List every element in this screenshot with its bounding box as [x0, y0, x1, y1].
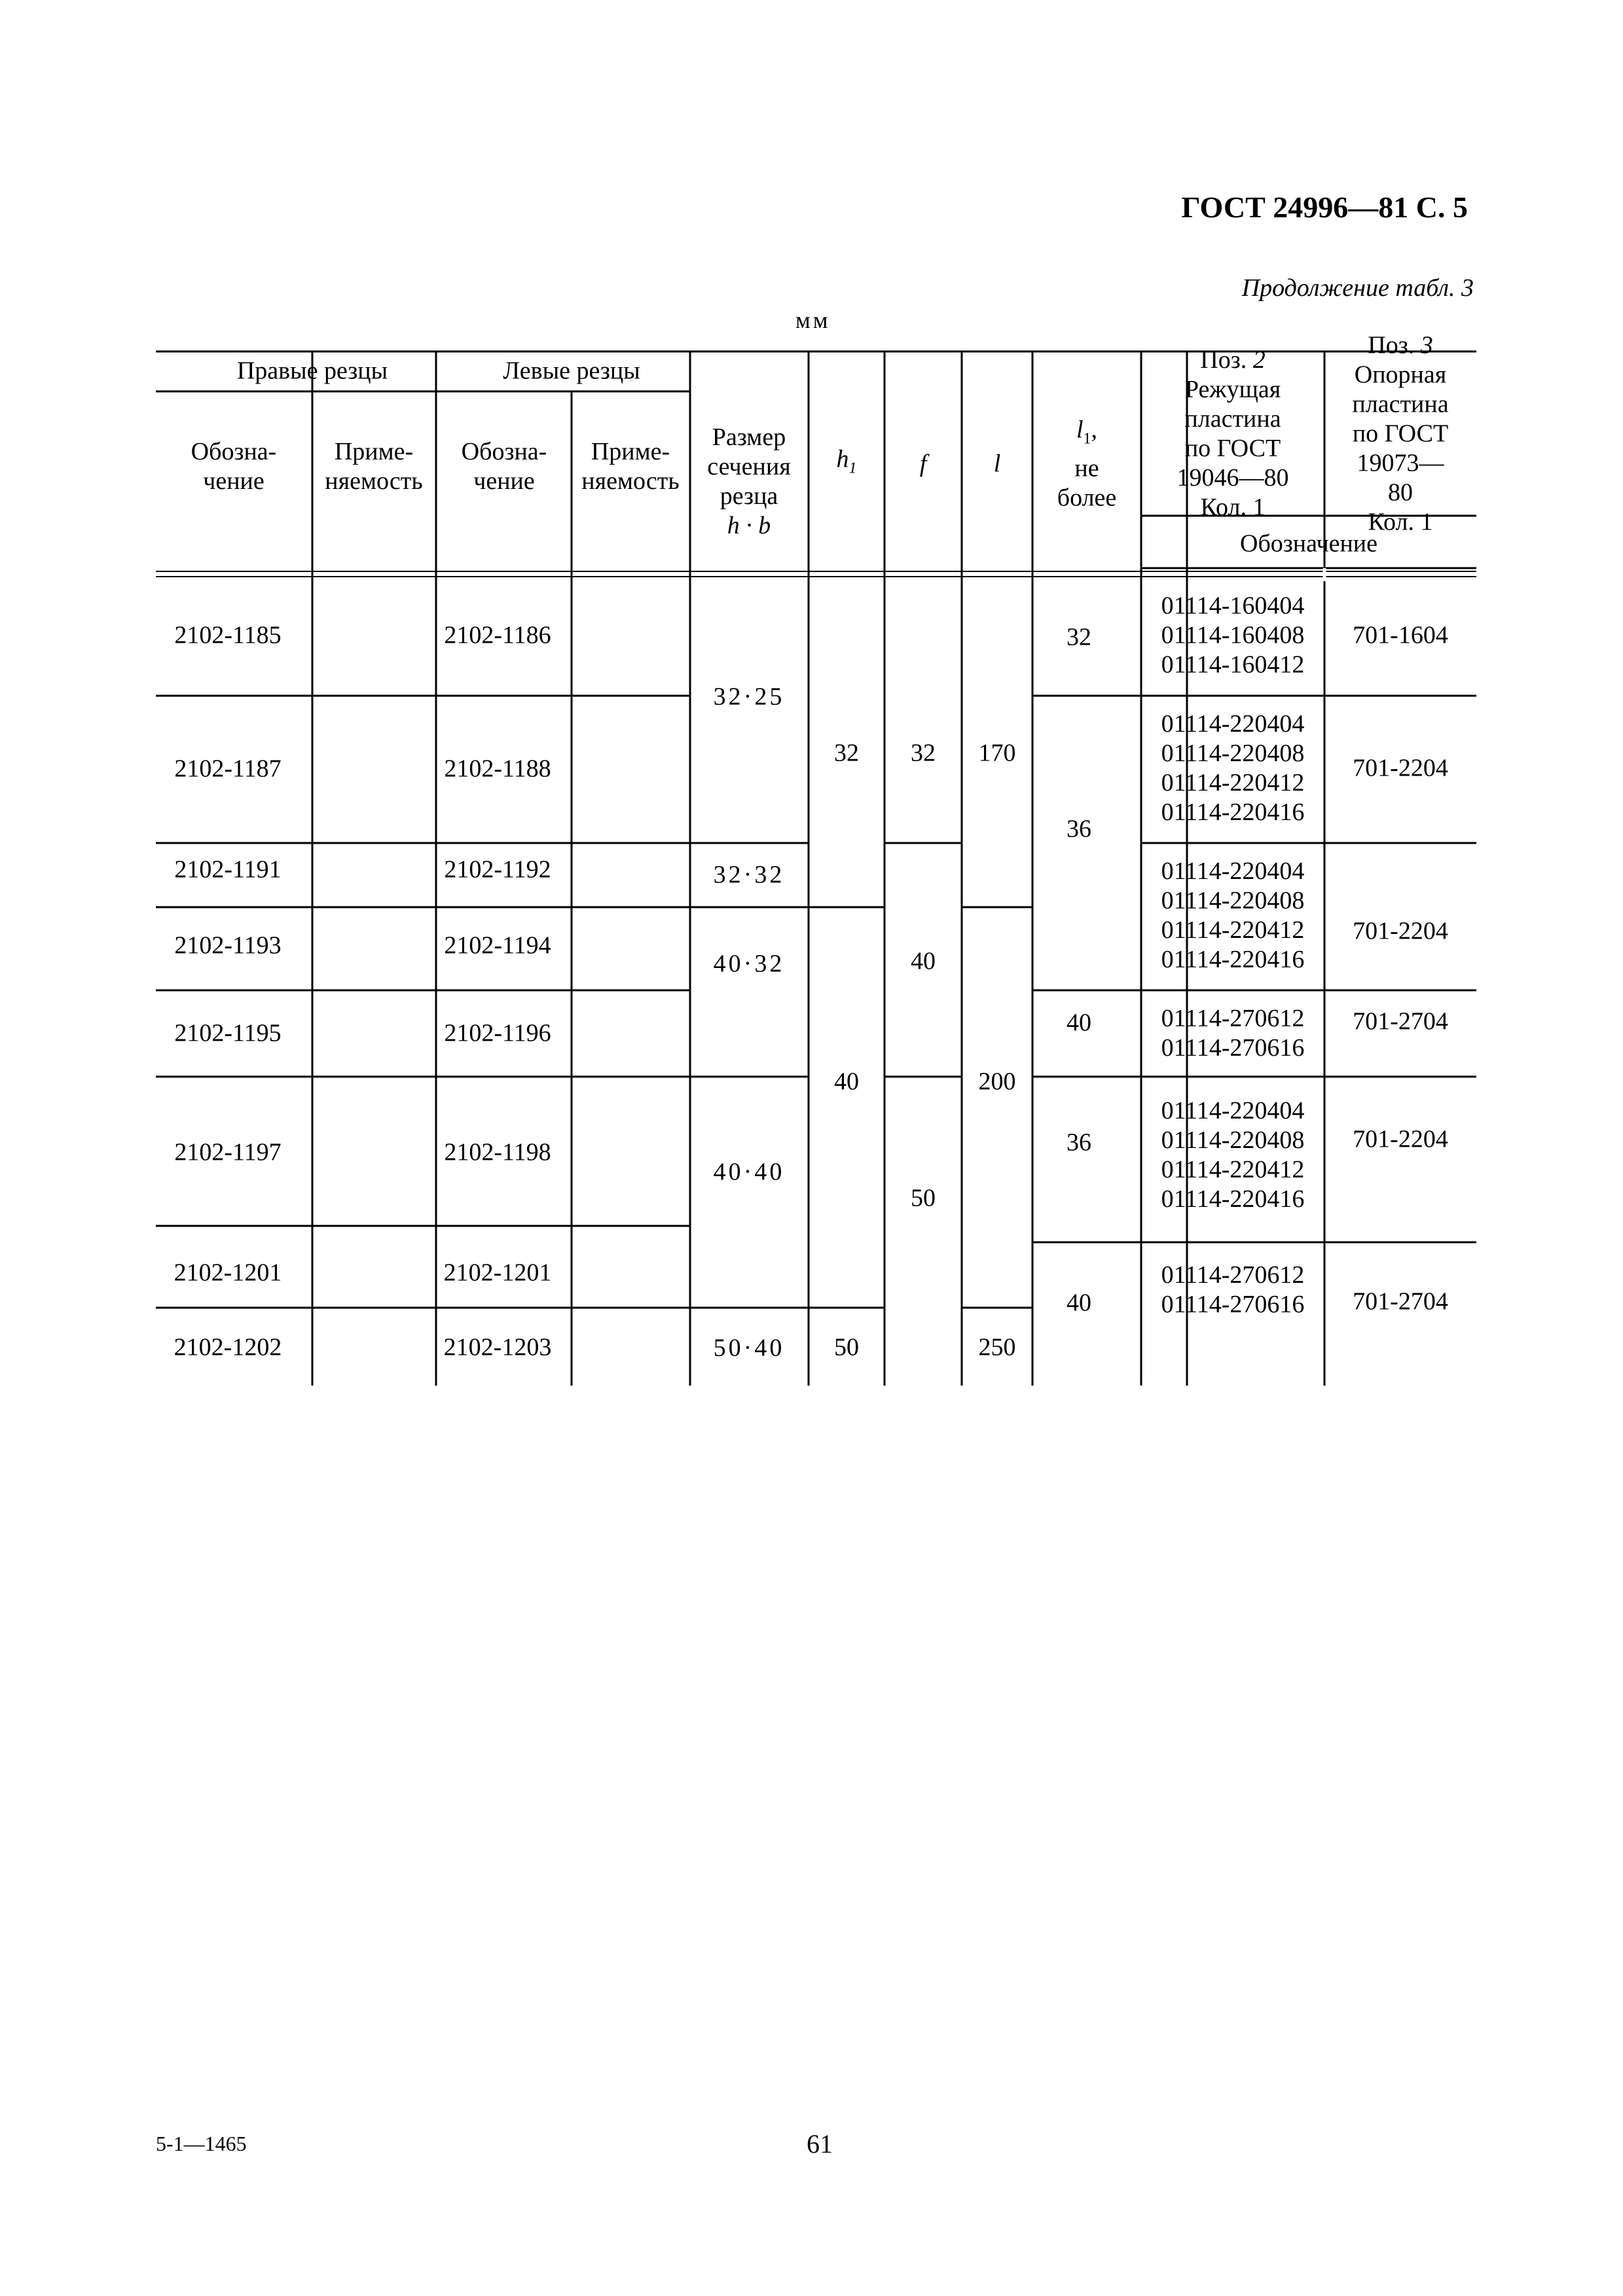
- header-h1-sub: 1: [848, 459, 857, 477]
- cell-f-1: 40: [911, 947, 936, 975]
- header-l1-sub: 1: [1083, 430, 1091, 448]
- cell-l1-4: 40: [1067, 1289, 1091, 1317]
- cell-section-0: 32·25: [713, 683, 785, 711]
- cell-left-1: 2102-1188: [444, 755, 551, 783]
- cell-right-7: 2102-1202: [173, 1333, 282, 1361]
- page-number: 61: [807, 2129, 833, 2159]
- header-pos3-pre: Поз.: [1368, 331, 1421, 359]
- header-l1-letter: l: [1076, 416, 1084, 444]
- header-right-designation: Обозна- чение: [191, 438, 277, 495]
- cell-h1-1: 40: [834, 1067, 859, 1096]
- header-f: f: [919, 450, 927, 478]
- header-l: l: [993, 450, 1001, 478]
- cell-l-1: 200: [978, 1067, 1016, 1096]
- units-label: мм: [795, 307, 831, 333]
- cell-section-1: 32·32: [713, 861, 785, 889]
- cell-support-2: 701-2204: [1353, 917, 1448, 945]
- header-pos3-num: 3: [1420, 331, 1433, 359]
- cell-l1-0: 32: [1067, 623, 1091, 651]
- cell-right-6: 2102-1201: [173, 1259, 282, 1287]
- cell-h1-0: 32: [834, 739, 859, 767]
- cell-right-3: 2102-1193: [174, 931, 282, 960]
- cell-right-5: 2102-1197: [174, 1138, 282, 1166]
- header-pos2-pre: Поз.: [1200, 346, 1253, 374]
- header-pos3-text: Опорная пластина по ГОСТ 19073—80 Кол. 1: [1352, 361, 1449, 536]
- cell-support-4: 701-2204: [1353, 1125, 1448, 1153]
- cell-insert-2: 01114-220404 01114-220408 01114-220412 01114-220416: [1161, 857, 1305, 973]
- cell-right-0: 2102-1185: [174, 621, 282, 649]
- cell-left-3: 2102-1194: [444, 931, 551, 960]
- cell-left-0: 2102-1186: [444, 621, 551, 649]
- cell-left-2: 2102-1192: [444, 855, 551, 884]
- cell-l-0: 170: [978, 739, 1016, 767]
- header-right-applicability: Приме- няемость: [325, 438, 423, 495]
- cell-left-5: 2102-1198: [444, 1138, 551, 1166]
- cell-l-2: 250: [978, 1333, 1016, 1361]
- header-pos-designation: Обозначение: [1240, 529, 1377, 558]
- cell-l1-2: 40: [1067, 1009, 1091, 1037]
- cell-h1-2: 50: [834, 1333, 859, 1361]
- cell-f-2: 50: [911, 1184, 936, 1212]
- footer-print-code: 5-1—1465: [156, 2132, 247, 2155]
- cell-support-1: 701-2204: [1353, 754, 1448, 782]
- header-section-size: [707, 423, 790, 541]
- cell-left-7: 2102-1203: [443, 1333, 552, 1361]
- cell-f-0: 32: [911, 739, 936, 767]
- header-section-size-text: Размер сечения резца: [707, 423, 791, 510]
- header-right-cutters: Правые резцы: [236, 357, 388, 385]
- cell-insert-3: 01114-270612 01114-270616: [1161, 1005, 1305, 1062]
- cell-insert-0: 01114-160404 01114-160408 01114-160412: [1161, 592, 1305, 679]
- cell-section-4: 50·40: [713, 1334, 785, 1362]
- header-pos2-text: Режущая пластина по ГОСТ 19046—80 Кол. 1: [1176, 376, 1289, 521]
- cell-left-4: 2102-1196: [444, 1019, 551, 1047]
- header-h1-letter: h: [836, 445, 849, 473]
- page-header: ГОСТ 24996—81 С. 5: [1181, 190, 1468, 224]
- header-l1-rest: , не более: [1057, 416, 1117, 512]
- cell-support-3: 701-2704: [1353, 1007, 1448, 1035]
- cutter-table: [156, 331, 1476, 1386]
- cell-insert-4: 01114-220404 01114-220408 01114-220412 01114-220416: [1161, 1097, 1305, 1213]
- cell-right-2: 2102-1191: [174, 855, 282, 884]
- cell-insert-5: 01114-270612 01114-270616: [1161, 1261, 1305, 1318]
- table-continuation-label: Продолжение табл. 3: [1241, 274, 1474, 302]
- cell-section-2: 40·32: [713, 950, 785, 978]
- cell-support-5: 701-2704: [1353, 1287, 1448, 1316]
- header-h1: [837, 445, 857, 484]
- header-left-cutters: Левые резцы: [503, 357, 640, 385]
- cell-support-0: 701-1604: [1353, 621, 1448, 649]
- cell-right-4: 2102-1195: [174, 1019, 282, 1047]
- header-section-formula: h · b: [727, 512, 771, 539]
- cell-l1-3: 36: [1067, 1128, 1091, 1157]
- cell-left-6: 2102-1201: [443, 1259, 552, 1287]
- header-pos3: [1352, 331, 1448, 537]
- header-left-designation: Обозна- чение: [461, 438, 547, 495]
- cell-right-1: 2102-1187: [174, 755, 282, 783]
- cell-insert-1: 01114-220404 01114-220408 01114-220412 01114-220416: [1161, 710, 1305, 826]
- cell-section-3: 40·40: [713, 1158, 785, 1186]
- header-left-applicability: Приме- няемость: [581, 438, 680, 495]
- header-pos2-num: 2: [1252, 346, 1266, 374]
- cell-l1-1: 36: [1067, 815, 1091, 843]
- header-l1: [1057, 416, 1117, 513]
- header-pos2: [1177, 346, 1289, 522]
